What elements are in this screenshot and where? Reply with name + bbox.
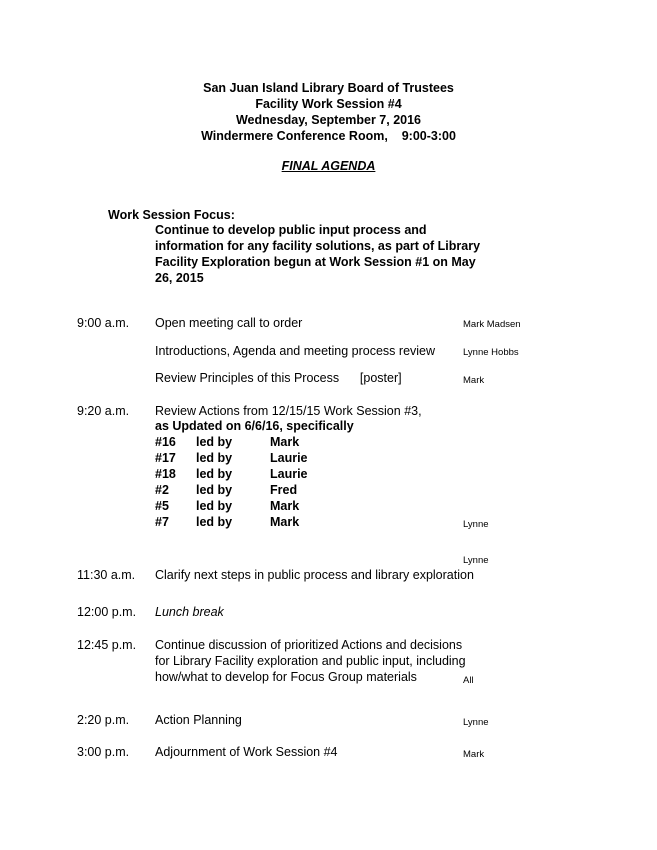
time-0920: 9:20 a.m.	[77, 404, 130, 418]
time-1500: 3:00 p.m.	[77, 745, 130, 759]
item-call-to-order: Open meeting call to order	[155, 316, 303, 330]
session-date: Wednesday, September 7, 2016	[235, 113, 422, 127]
item-review-actions-updated: as Updated on 6/6/16, specifically	[155, 419, 354, 433]
focus-label: Work Session Focus:	[108, 208, 235, 222]
item-continue-discussion-3: how/what to develop for Focus Group materials	[155, 670, 417, 684]
presenter-review-principles: Mark	[463, 375, 485, 386]
item-action-planning: Action Planning	[155, 713, 242, 727]
action-leader: Laurie	[270, 451, 308, 465]
time-1245: 12:45 p.m.	[77, 638, 137, 652]
action-leader: Mark	[270, 515, 300, 529]
presenter-call-to-order: Mark Madsen	[463, 319, 521, 330]
action-leader: Fred	[270, 483, 298, 497]
session-location: Windermere Conference Room, 9:00-3:00	[201, 129, 456, 143]
item-lunch: Lunch break	[155, 605, 224, 619]
action-num: #7	[155, 515, 169, 529]
presenter-continue-discussion: All	[463, 675, 474, 686]
presenter-review-actions: Lynne	[463, 519, 489, 530]
presenter-action-planning: Lynne	[463, 717, 489, 728]
action-num: #18	[155, 467, 176, 481]
action-leader: Mark	[270, 435, 300, 449]
action-led-by: led by	[196, 435, 233, 449]
item-continue-discussion: Continue discussion of prioritized Actions and decisions	[155, 638, 463, 652]
action-led-by: led by	[196, 467, 233, 481]
time-0900: 9:00 a.m.	[77, 316, 130, 330]
action-led-by: led by	[196, 483, 233, 497]
action-num: #2	[155, 483, 169, 497]
action-num: #16	[155, 435, 176, 449]
item-adjournment: Adjournment of Work Session #4	[155, 745, 338, 759]
action-led-by: led by	[196, 515, 233, 529]
action-led-by: led by	[196, 499, 233, 513]
item-continue-discussion-2: for Library Facility exploration and public input, including	[155, 654, 466, 668]
item-next-steps: Clarify next steps in public process and library exploration	[155, 568, 474, 582]
presenter-adjournment: Mark	[463, 749, 485, 760]
time-1200: 12:00 p.m.	[77, 605, 137, 619]
presenter-introductions: Lynne Hobbs	[463, 347, 519, 358]
session-title: Facility Work Session #4	[255, 97, 402, 111]
action-leader: Mark	[270, 499, 300, 513]
final-agenda-heading: FINAL AGENDA	[281, 159, 376, 173]
time-1420: 2:20 p.m.	[77, 713, 130, 727]
time-1130: 11:30 a.m.	[77, 568, 136, 582]
action-num: #17	[155, 451, 176, 465]
focus-text: Continue to develop public input process and information for any facility solutions, as part of Library Facility Exploration begun at Work Session #1 on May 26, 2015	[155, 223, 481, 285]
item-introductions: Introductions, Agenda and meeting process review	[155, 344, 436, 358]
item-review-actions: Review Actions from 12/15/15 Work Session #3,	[155, 404, 422, 418]
presenter-next-steps: Lynne	[463, 555, 489, 566]
final-agenda-wrap	[0, 158, 657, 174]
action-led-by: led by	[196, 451, 233, 465]
org-title: San Juan Island Library Board of Trustees	[203, 81, 454, 95]
item-review-principles: Review Principles of this Process [poster]	[155, 371, 402, 385]
action-leader: Laurie	[270, 467, 308, 481]
action-num: #5	[155, 499, 169, 513]
